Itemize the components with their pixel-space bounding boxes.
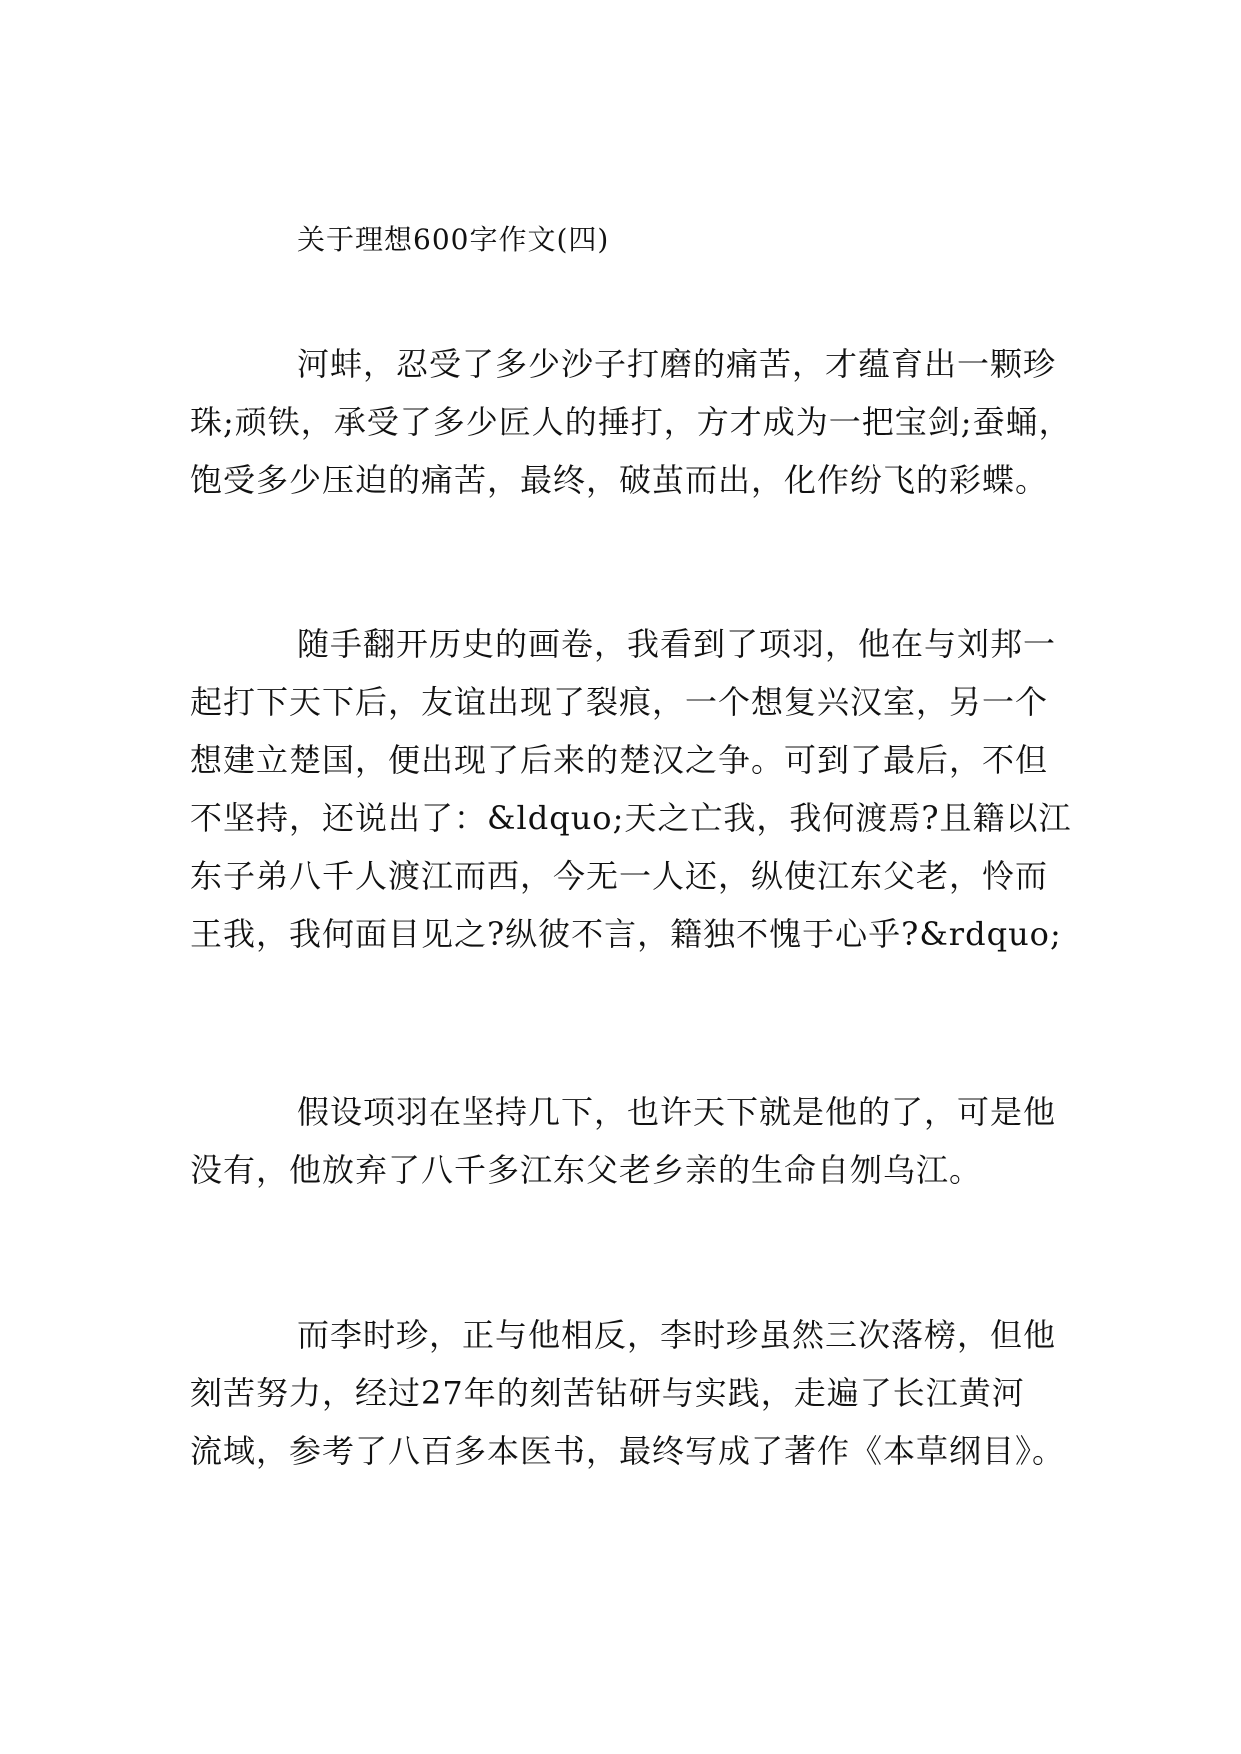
paragraph-4	[190, 1306, 1066, 1480]
paragraph-3	[190, 1083, 1057, 1199]
paragraph-line: 没有，他放弃了八千多江东父老乡亲的生命自刎乌江。	[190, 1151, 983, 1189]
paragraph-line: 起打下天下后，友谊出现了裂痕，一个想复兴汉室，另一个	[190, 683, 1049, 721]
paragraph-line: 刻苦努力，经过27年的刻苦钻研与实践，走遍了长江黄河	[190, 1374, 1025, 1412]
paragraph-line: 珠;顽铁，承受了多少匠人的捶打，方才成为一把宝剑;蚕蛹，	[190, 403, 1072, 441]
paragraph-2	[190, 615, 1072, 963]
essay-title: 关于理想600字作文(四)	[297, 223, 610, 256]
paragraph-line: 流域，参考了八百多本医书，最终写成了著作《本草纲目》。	[190, 1432, 1066, 1470]
paragraph-line: 想建立楚国，便出现了后来的楚汉之争。可到了最后，不但	[190, 741, 1049, 779]
paragraph-line: 假设项羽在坚持几下，也许天下就是他的了，可是他	[297, 1093, 1057, 1131]
paragraph-line: 而李时珍，正与他相反，李时珍虽然三次落榜，但他	[297, 1316, 1057, 1354]
paragraph-line: 随手翻开历史的画卷，我看到了项羽，他在与刘邦一	[297, 625, 1057, 663]
paragraph-line: 东子弟八千人渡江而西，今无一人还，纵使江东父老，怜而	[190, 857, 1049, 895]
paragraph-line: 饱受多少压迫的痛苦，最终，破茧而出，化作纷飞的彩蝶。	[190, 461, 1049, 499]
paragraph-1	[190, 335, 1072, 509]
paragraph-line: 河蚌，忍受了多少沙子打磨的痛苦，才蕴育出一颗珍	[297, 345, 1057, 383]
paragraph-line: 不坚持，还说出了：&ldquo;天之亡我，我何渡焉?且籍以江	[190, 799, 1072, 837]
paragraph-line: 王我，我何面目见之?纵彼不言，籍独不愧于心乎?&rdquo;	[190, 915, 1062, 953]
